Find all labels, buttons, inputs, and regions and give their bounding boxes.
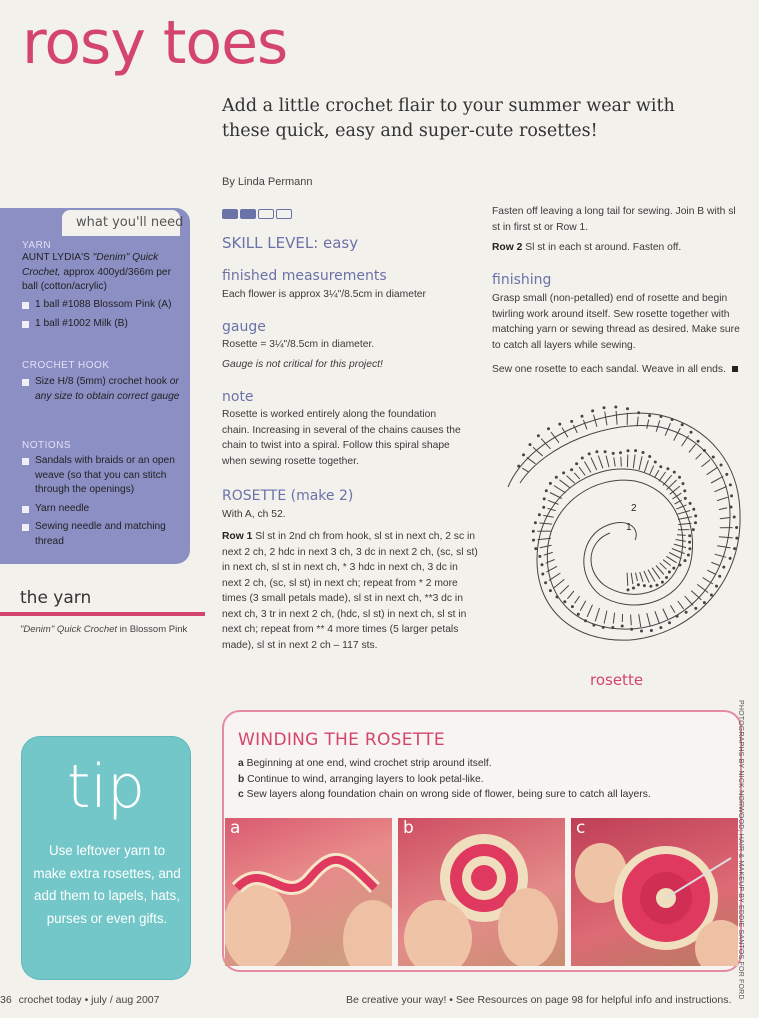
stitch-dot [697, 440, 699, 442]
stitch-dot [723, 566, 725, 568]
winding-title: WINDING THE ROSETTE [238, 730, 445, 750]
stitch-tick [655, 470, 659, 478]
stitch-dot [548, 428, 550, 430]
stitch-tick [640, 572, 643, 582]
stitch-dot [712, 456, 714, 458]
stitch-tick [682, 436, 689, 447]
row2-text: Sl st in each st around. Fasten off. [525, 242, 682, 253]
skill-level-indicator [222, 209, 292, 219]
stitch-dot [571, 606, 573, 608]
row1-label: Row 1 [222, 531, 253, 542]
the-yarn-color: in Blossom Pink [117, 624, 188, 635]
gauge-heading: gauge [222, 319, 266, 335]
stitch-tick [663, 560, 671, 566]
stitch-tick [685, 596, 693, 605]
stitch-dot [689, 535, 691, 537]
finishing-heading: finishing [492, 272, 552, 288]
stitch-dot [612, 627, 614, 629]
stitch-dot [733, 516, 735, 518]
hook-note: or any size to obtain correct gauge [35, 376, 180, 402]
stitch-tick [567, 591, 574, 599]
rosette-sewing-illustration [571, 818, 738, 966]
stitch-tick [650, 466, 654, 475]
notion-item: Yarn needle [35, 502, 90, 514]
stitch-dot [649, 456, 651, 458]
stitch-dot [693, 508, 695, 510]
stitch-dot [654, 461, 656, 463]
stitch-dot [545, 582, 547, 584]
stitch-tick [702, 460, 711, 467]
stitch-dot [684, 490, 686, 492]
stitch-tick [584, 462, 591, 473]
stitch-dot [535, 548, 537, 550]
stitch-dot [545, 490, 547, 492]
stitch-tick [711, 562, 720, 565]
step-letter: c [238, 789, 244, 800]
finished-measurements-text: Each flower is approx 3¼"/8.5cm in diameter [222, 289, 426, 300]
rosette-strip-illustration [225, 818, 392, 966]
stitch-dot [556, 596, 558, 598]
stitch-tick [676, 505, 686, 509]
stitch-dot [671, 419, 673, 421]
stitch-dot [720, 464, 722, 466]
stitch-tick [579, 467, 585, 476]
stitch-dot [668, 571, 670, 573]
stitch-dot [660, 416, 662, 418]
stitch-tick [647, 420, 649, 429]
photo-a [225, 818, 392, 966]
magazine-name: crochet today [18, 994, 82, 1006]
stitch-tick [540, 545, 552, 547]
stitch-dot [627, 589, 629, 591]
photo-c [571, 818, 738, 966]
photo-label: b [403, 818, 414, 838]
stitch-dot [602, 626, 604, 628]
stitch-dot [656, 584, 658, 586]
stitch-dot [736, 527, 738, 529]
stitch-dot [593, 624, 595, 626]
stitch-dot [650, 630, 652, 632]
stitch-dot [692, 529, 694, 531]
stitch-tick [604, 611, 607, 624]
winding-steps [238, 756, 651, 803]
skill-box-filled [240, 209, 256, 219]
stitch-tick [637, 417, 638, 427]
stitch-tick [674, 428, 681, 440]
stitch-tick [648, 570, 655, 582]
yarn-brand: AUNT LYDIA'S [22, 252, 90, 263]
stitch-dot [729, 557, 731, 559]
stitch-dot [549, 482, 551, 484]
stitch-dot [542, 573, 544, 575]
stitch-tick [717, 546, 730, 548]
stitch-dot [581, 457, 583, 459]
stitch-dot [726, 473, 728, 475]
stitch-dot [667, 468, 669, 470]
step-letter: a [238, 758, 244, 769]
stitch-tick [720, 518, 730, 519]
stitch-dot [576, 463, 578, 465]
stitch-dot [533, 539, 535, 541]
stitch-tick [551, 432, 559, 443]
notions-section [22, 440, 184, 549]
stitch-dot [620, 452, 622, 454]
stitch-tick [587, 605, 592, 617]
rosette-stitch-diagram [490, 385, 752, 670]
stitch-dot [588, 453, 590, 455]
diagram-caption: rosette [590, 671, 644, 689]
stitch-tick [631, 573, 633, 584]
stitch-dot [641, 630, 643, 632]
stitch-dot [689, 502, 691, 504]
stitch-tick [663, 475, 672, 485]
bullet-icon [22, 458, 29, 465]
stitch-dot [643, 585, 645, 587]
notion-item: Sandals with braids or an open weave (so that you can stitch through the openings) [35, 455, 175, 495]
stitch-dot [541, 564, 543, 566]
stitch-tick [677, 535, 686, 536]
stitch-dot [695, 522, 697, 524]
stitch-dot [555, 476, 557, 478]
stitch-tick [527, 457, 536, 464]
stitch-dot [559, 423, 561, 425]
stitch-dot [638, 412, 640, 414]
stitch-dot [682, 483, 684, 485]
tip-title: tip [66, 752, 146, 822]
stitch-dot [532, 530, 534, 532]
stitch-dot [518, 465, 520, 467]
gauge-text: Rosette = 3¼"/8.5cm in diameter. [222, 339, 375, 350]
stitch-dot [571, 469, 573, 471]
hook-item [35, 375, 184, 404]
photo-b [398, 818, 565, 966]
stitch-tick [691, 591, 701, 600]
notions-label: NOTIONS [22, 440, 72, 451]
stitch-dot [687, 554, 689, 556]
yarn-item: 1 ball #1002 Milk (B) [35, 318, 128, 329]
bullet-icon [22, 524, 29, 531]
stitch-tick [647, 613, 651, 627]
stitch-tick [605, 412, 607, 426]
row1-text: Sl st in 2nd ch from hook, sl st in next ch, 2 sc in next 2 ch, 2 hdc in next 3 ch, 3 dc in next 2 ch, (sc, sl st) in next ch, sl st in next ch, * 3 hdc in next ch, 3 dc in next 2 ch, (sc, sl st) in next ch; repeat from * 2 more times (3 small petals made), sl st in next ch, **3 dc in next ch, 3 tr in next 2 ch, (hdc, sl st) in next ch, sl st in next ch; repeat from ** 4 more times (5 larger petals made), sl st in next 2 ch – 117 sts. [222, 531, 478, 651]
winding-step [238, 772, 651, 788]
stitch-tick [639, 456, 642, 470]
stitch-tick [707, 467, 718, 475]
stitch-tick [719, 537, 733, 538]
winding-step [238, 787, 651, 803]
stitch-dot [734, 548, 736, 550]
stitch-dot [615, 406, 617, 408]
stitch-dot [642, 452, 644, 454]
stitch-dot [539, 555, 541, 557]
the-yarn-name: "Denim" Quick Crochet [20, 624, 118, 635]
stitch-dot [633, 587, 635, 589]
stitch-dot [529, 444, 531, 446]
stitch-dot [543, 498, 545, 500]
stitch-dot [612, 452, 614, 454]
rosette-start: With A, ch 52. [222, 509, 286, 520]
accent-rule [0, 612, 205, 616]
stitch-tick [544, 552, 553, 555]
stitch-dot [681, 424, 683, 426]
stitch-dot [627, 450, 629, 452]
stitch-tick [539, 523, 552, 524]
stitch-dot [676, 615, 678, 617]
stitch-dot [635, 450, 637, 452]
stitch-tick [719, 508, 727, 510]
yarn-item: 1 ball #1088 Blossom Pink (A) [35, 298, 172, 310]
rosette-row1 [222, 529, 480, 653]
stitch-dot [673, 471, 675, 473]
stitch-tick [659, 472, 666, 482]
stitch-tick [550, 493, 562, 499]
tip-text: Use leftover yarn to make extra rosettes, and add them to lapels, hats, purses or even gifts. [33, 843, 181, 926]
stitch-dot [679, 564, 681, 566]
stitch-dot [689, 548, 691, 550]
bullet-icon [22, 321, 29, 328]
stitch-dot [716, 585, 718, 587]
stitch-tick [696, 453, 702, 459]
list-item [22, 298, 184, 313]
stitch-tick [674, 544, 686, 548]
finished-measurements-heading: finished measurements [222, 268, 387, 284]
stitch-dot [679, 476, 681, 478]
stitch-dot [577, 613, 579, 615]
stitch-tick [583, 420, 587, 430]
list-item [22, 454, 184, 498]
end-square-icon [732, 366, 738, 372]
finishing-text: Grasp small (non-petalled) end of rosette and begin twirling work around itself. Sew rosette together with matching yarn or sewing thread as desired. Make sure to catch all layers while sewing. [492, 293, 740, 351]
gauge-note: Gauge is not critical for this project! [222, 359, 383, 370]
page-number: 36 [0, 994, 12, 1006]
yarn-section [22, 240, 184, 332]
rosette-winding-illustration [398, 818, 565, 966]
stitch-tick [595, 608, 599, 621]
stitch-tick [567, 476, 575, 484]
stitch-tick [633, 455, 635, 469]
skill-box-empty [258, 209, 274, 219]
stitch-tick [631, 615, 632, 626]
photo-credit: PHOTOGRAPHS BY NICK NORWOOD; HAIR & MAKEUP BY EDDIE SANTOS FOR FORD [737, 700, 744, 1000]
byline: By Linda Permann [222, 176, 313, 188]
stitch-tick [613, 613, 614, 624]
photo-label: c [576, 818, 586, 838]
the-yarn-text [20, 624, 187, 635]
note-text: Rosette is worked entirely along the foundation chain. Increasing in several of the chains causes the chain to twist into a spiral. Follow this spiral shape when sewing rosette together. [222, 409, 461, 467]
hook-section [22, 360, 184, 404]
stitch-dot [571, 420, 573, 422]
sidebar-title: what you'll need [76, 215, 184, 230]
photo-label: a [230, 818, 241, 838]
stitch-tick [660, 563, 667, 570]
notion-item: Sewing needle and matching thread [35, 521, 166, 547]
stitch-tick [667, 480, 677, 490]
step-text: Sew layers along foundation chain on wrong side of flower, being sure to catch all layers. [246, 789, 651, 800]
stitch-tick [574, 473, 580, 479]
stitch-tick [522, 468, 529, 472]
stitch-tick [614, 457, 615, 466]
stitch-tick [616, 411, 617, 425]
stitch-dot [649, 415, 651, 417]
finishing-text-2 [492, 362, 742, 378]
stitch-tick [644, 460, 648, 472]
stitch-tick [580, 601, 586, 611]
stitch-dot [621, 625, 623, 627]
stitch-tick [678, 517, 692, 520]
stitch-tick [655, 611, 660, 624]
list-item [22, 317, 184, 332]
issue-date: july / aug 2007 [91, 994, 160, 1006]
stitch-dot [581, 415, 583, 417]
list-item [22, 375, 184, 404]
stitch-tick [606, 456, 609, 468]
stitch-dot [666, 577, 668, 579]
stitch-tick [717, 497, 728, 500]
yarn-desc: approx 400yd/366m per ball (cotton/acrylic) [22, 266, 171, 292]
stitch-tick [644, 571, 649, 583]
stitch-dot [627, 408, 629, 410]
yarn-label: YARN [22, 240, 52, 251]
stitch-dot [690, 431, 692, 433]
stitch-dot [534, 522, 536, 524]
stitch-dot [685, 611, 687, 613]
stitch-tick [636, 573, 638, 581]
stitch-dot [592, 410, 594, 412]
stitch-tick [541, 439, 550, 449]
footer-tagline: Be creative your way! • See Resources on page 98 for helpful info and instructions. [346, 994, 732, 1006]
stitch-dot [604, 451, 606, 453]
stitch-dot [637, 584, 639, 586]
finishing-text-2-content: Sew one rosette to each sandal. Weave in all ends. [492, 364, 726, 375]
stitch-dot [596, 451, 598, 453]
stitch-tick [594, 415, 597, 427]
hook-item-text: Size H/8 (5mm) crochet hook [35, 376, 167, 387]
stitch-dot [660, 466, 662, 468]
bullet-icon [22, 302, 29, 309]
stitch-dot [549, 590, 551, 592]
stitch-dot [631, 628, 633, 630]
stitch-tick [554, 486, 566, 493]
row2 [492, 240, 742, 256]
stitch-dot [731, 495, 733, 497]
stitch-dot [719, 575, 721, 577]
diagram-mark-2: 2 [631, 503, 637, 514]
stitch-dot [650, 585, 652, 587]
stitch-tick [639, 614, 641, 627]
stitch-tick [627, 573, 628, 586]
stitch-dot [669, 622, 671, 624]
stitch-tick [669, 553, 681, 559]
yarn-description [22, 251, 184, 295]
stitch-dot [537, 435, 539, 437]
stitch-tick [711, 476, 723, 483]
stitch-dot [684, 560, 686, 562]
stitch-dot [661, 581, 663, 583]
stitch-dot [689, 541, 691, 543]
stitch-tick [560, 585, 569, 594]
note-heading: note [222, 389, 254, 405]
stitch-tick [554, 579, 565, 588]
stitch-dot [736, 537, 738, 539]
stitch-dot [673, 567, 675, 569]
winding-step [238, 756, 651, 772]
step-text: Continue to wind, arranging layers to look petal-like. [247, 773, 484, 785]
stitch-dot [523, 454, 525, 456]
skill-box-empty [276, 209, 292, 219]
stitch-dot [660, 627, 662, 629]
stitch-tick [670, 605, 675, 613]
stitch-tick [677, 511, 690, 515]
stitch-dot [695, 515, 697, 517]
footer-folio: 36 crochet today • july / aug 2007 [0, 994, 160, 1006]
stitch-tick [672, 493, 681, 499]
stitch-dot [563, 472, 565, 474]
stitch-tick [559, 480, 570, 488]
stitch-tick [621, 457, 622, 467]
stitch-dot [695, 607, 697, 609]
skill-level-heading: SKILL LEVEL: easy [222, 234, 359, 252]
yarn-name: "Denim" Quick Crochet, [22, 252, 159, 278]
bullet-icon [22, 379, 29, 386]
diagram-mark-1: 1 [626, 522, 632, 533]
stitch-tick [666, 556, 676, 563]
stitch-tick [575, 596, 580, 603]
row2-label: Row 2 [492, 242, 523, 253]
stitch-tick [689, 444, 696, 452]
stitch-dot [585, 620, 587, 622]
stitch-dot [729, 484, 731, 486]
intro-deck: Add a little crochet flair to your summer wear with these quick, easy and super-cute rosettes! [222, 96, 675, 141]
bullet-icon [22, 506, 29, 513]
skill-box-filled [222, 209, 238, 219]
stitch-tick [678, 601, 684, 609]
stitch-dot [603, 407, 605, 409]
stitch-tick [663, 609, 668, 620]
fasten-off-text: Fasten off leaving a long tail for sewing. Join B with sl st in first st or Row 1. [492, 206, 736, 233]
stitch-tick [707, 570, 716, 574]
list-item [22, 520, 184, 549]
step-text: Beginning at one end, wind crochet strip around itself. [246, 758, 492, 769]
stitch-dot [703, 602, 705, 604]
stitch-dot [564, 601, 566, 603]
stitch-tick [591, 458, 597, 471]
stitch-dot [538, 514, 540, 516]
hook-label: CROCHET HOOK [22, 360, 110, 371]
stitch-tick [656, 566, 664, 575]
stitch-dot [730, 506, 732, 508]
stitch-dot [684, 497, 686, 499]
stitch-tick [549, 573, 561, 581]
stitch-tick [676, 540, 686, 542]
stitch-dot [543, 506, 545, 508]
the-yarn-heading: the yarn [20, 588, 92, 608]
stitch-tick [715, 487, 727, 492]
stitch-tick [598, 456, 603, 469]
step-letter: b [238, 773, 245, 785]
stitch-tick [543, 515, 553, 517]
list-item [22, 502, 184, 517]
rosette-heading: ROSETTE (make 2) [222, 488, 354, 504]
page-title: rosy toes [22, 8, 288, 78]
stitch-dot [710, 594, 712, 596]
stitch-dot [703, 450, 705, 452]
